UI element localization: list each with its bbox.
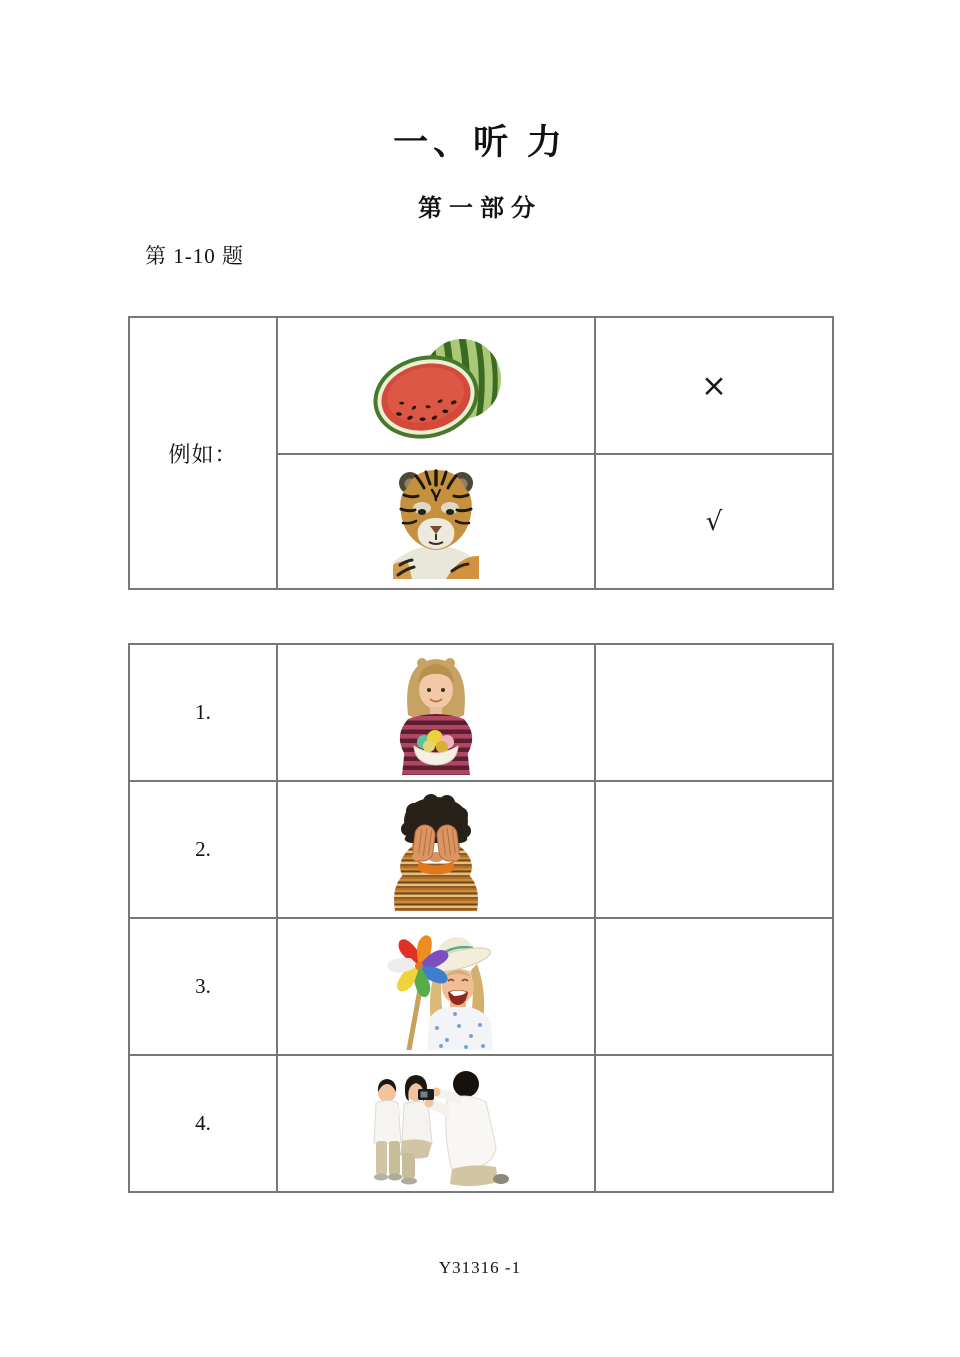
question-number-cell: [129, 644, 277, 781]
answer-blank-cell: [595, 1055, 833, 1192]
footer-code: Y31316 -1: [438, 1258, 522, 1277]
question-number: 3.: [195, 974, 211, 998]
answer-blank-cell: [595, 644, 833, 781]
question-image-cell: [277, 781, 595, 918]
family-photo-image: [360, 1063, 512, 1187]
watermelon-image: [369, 335, 503, 439]
answer-mark-check: √: [705, 506, 723, 537]
question-image-cell: [277, 918, 595, 1055]
tiger-image: [390, 467, 482, 579]
section-title: 第一部分: [418, 196, 542, 222]
example-label: 例如：: [168, 441, 238, 467]
question-image-cell: [277, 1055, 595, 1192]
answer-blank-cell: [595, 918, 833, 1055]
question-number: 2.: [195, 837, 211, 861]
boy-covering-face-image: [381, 791, 491, 911]
example-table: [128, 316, 834, 590]
question-number-cell: [129, 781, 277, 918]
girl-eggs-image: [378, 653, 494, 775]
example-answer-cell-1: [595, 317, 833, 454]
example-image-cell-1: [277, 317, 595, 454]
question-number: 4.: [195, 1111, 211, 1135]
question-image-cell: [277, 644, 595, 781]
question-row-4: [129, 1055, 833, 1192]
question-range-label: 第 1-10 题: [145, 244, 244, 268]
question-number-cell: [129, 918, 277, 1055]
question-row-2: [129, 781, 833, 918]
question-row-3: [129, 918, 833, 1055]
pinwheel-girl-image: [371, 926, 501, 1050]
example-label-cell: [129, 317, 277, 589]
question-table: [128, 643, 834, 1193]
answer-blank-cell: [595, 781, 833, 918]
example-answer-cell-2: [595, 454, 833, 589]
question-row-1: [129, 644, 833, 781]
page-title: 一、听 力: [393, 123, 567, 162]
example-image-cell-2: [277, 454, 595, 589]
question-number-cell: [129, 1055, 277, 1192]
answer-mark-x: ×: [701, 367, 727, 404]
question-number: 1.: [195, 700, 211, 724]
